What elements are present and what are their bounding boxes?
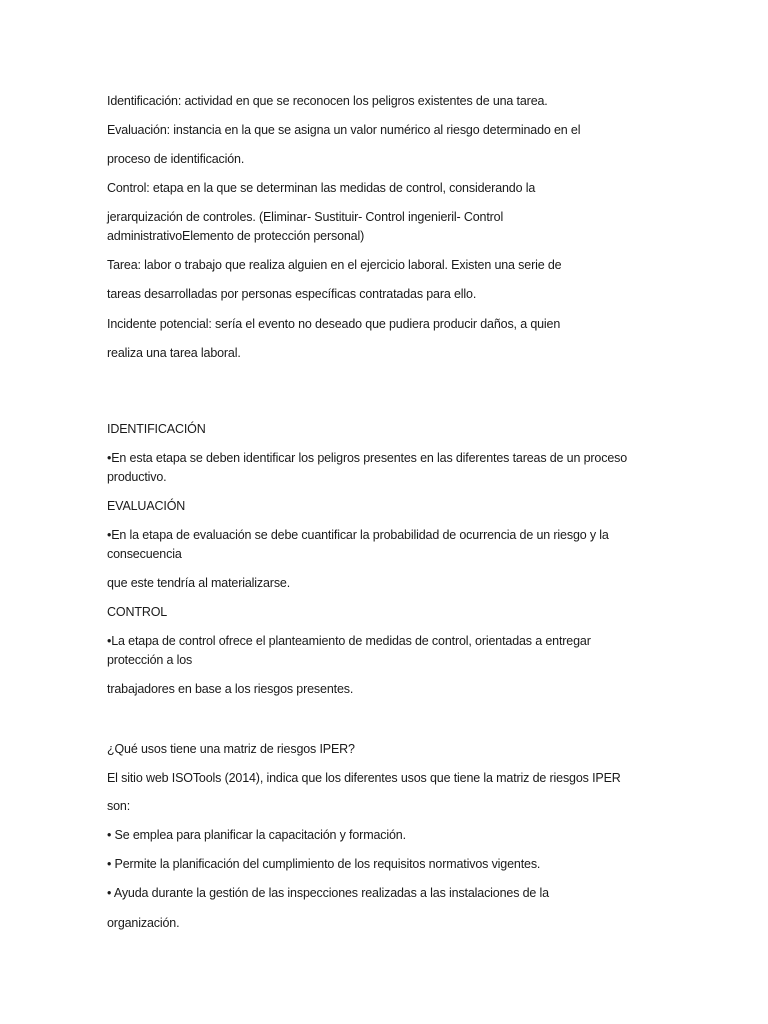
definition-control-line-2: jerarquización de controles. (Eliminar- Sustituir- Control ingenieril- Control (107, 210, 504, 224)
definition-incidente-line-1: Incidente potencial: sería el evento no deseado que pudiera producir daños, a quien (107, 317, 561, 331)
usos-bullet-3-line-2: organización. (107, 916, 180, 930)
usos-bullet-3-line-1: • Ayuda durante la gestión de las inspecciones realizadas a las instalaciones de la (107, 886, 549, 900)
section-heading-evaluacion: EVALUACIÓN (107, 499, 186, 513)
section-heading-control: CONTROL (107, 605, 168, 619)
section-control-text-2: protección a los (107, 653, 193, 667)
definition-identificacion: Identificación: actividad en que se reconocen los peligros existentes de una tarea. (107, 94, 548, 108)
section-identificacion-text-2: productivo. (107, 470, 167, 484)
section-control-text-3: trabajadores en base a los riesgos presentes. (107, 682, 354, 696)
definition-evaluacion-line-1: Evaluación: instancia en la que se asigna un valor numérico al riesgo determinado en el (107, 123, 581, 137)
section-control-text-1: •La etapa de control ofrece el planteamiento de medidas de control, orientadas a entregar (107, 634, 591, 648)
section-identificacion-text-1: •En esta etapa se deben identificar los peligros presentes en las diferentes tareas de un proceso (107, 451, 628, 465)
usos-question: ¿Qué usos tiene una matriz de riesgos IPER? (107, 742, 355, 756)
section-evaluacion-text-2: consecuencia (107, 547, 182, 561)
section-heading-identificacion: IDENTIFICACIÓN (107, 422, 206, 436)
usos-bullet-2: • Permite la planificación del cumplimiento de los requisitos normativos vigentes. (107, 857, 541, 871)
usos-intro-line-2: son: (107, 799, 131, 813)
definition-incidente-line-2: realiza una tarea laboral. (107, 346, 241, 360)
definition-control-line-1: Control: etapa en la que se determinan las medidas de control, considerando la (107, 181, 536, 195)
usos-intro-line-1: El sitio web ISOTools (2014), indica que los diferentes usos que tiene la matriz de riesgos IPER (107, 771, 621, 785)
definition-evaluacion-line-2: proceso de identificación. (107, 152, 245, 166)
definition-control-line-3: administrativoElemento de protección personal) (107, 229, 365, 243)
section-evaluacion-text-3: que este tendría al materializarse. (107, 576, 291, 590)
usos-bullet-1: • Se emplea para planificar la capacitación y formación. (107, 828, 406, 842)
section-evaluacion-text-1: •En la etapa de evaluación se debe cuantificar la probabilidad de ocurrencia de un riesgo y la (107, 528, 609, 542)
definition-tarea-line-2: tareas desarrolladas por personas específicas contratadas para ello. (107, 287, 477, 301)
definition-tarea-line-1: Tarea: labor o trabajo que realiza alguien en el ejercicio laboral. Existen una serie de (107, 258, 562, 272)
